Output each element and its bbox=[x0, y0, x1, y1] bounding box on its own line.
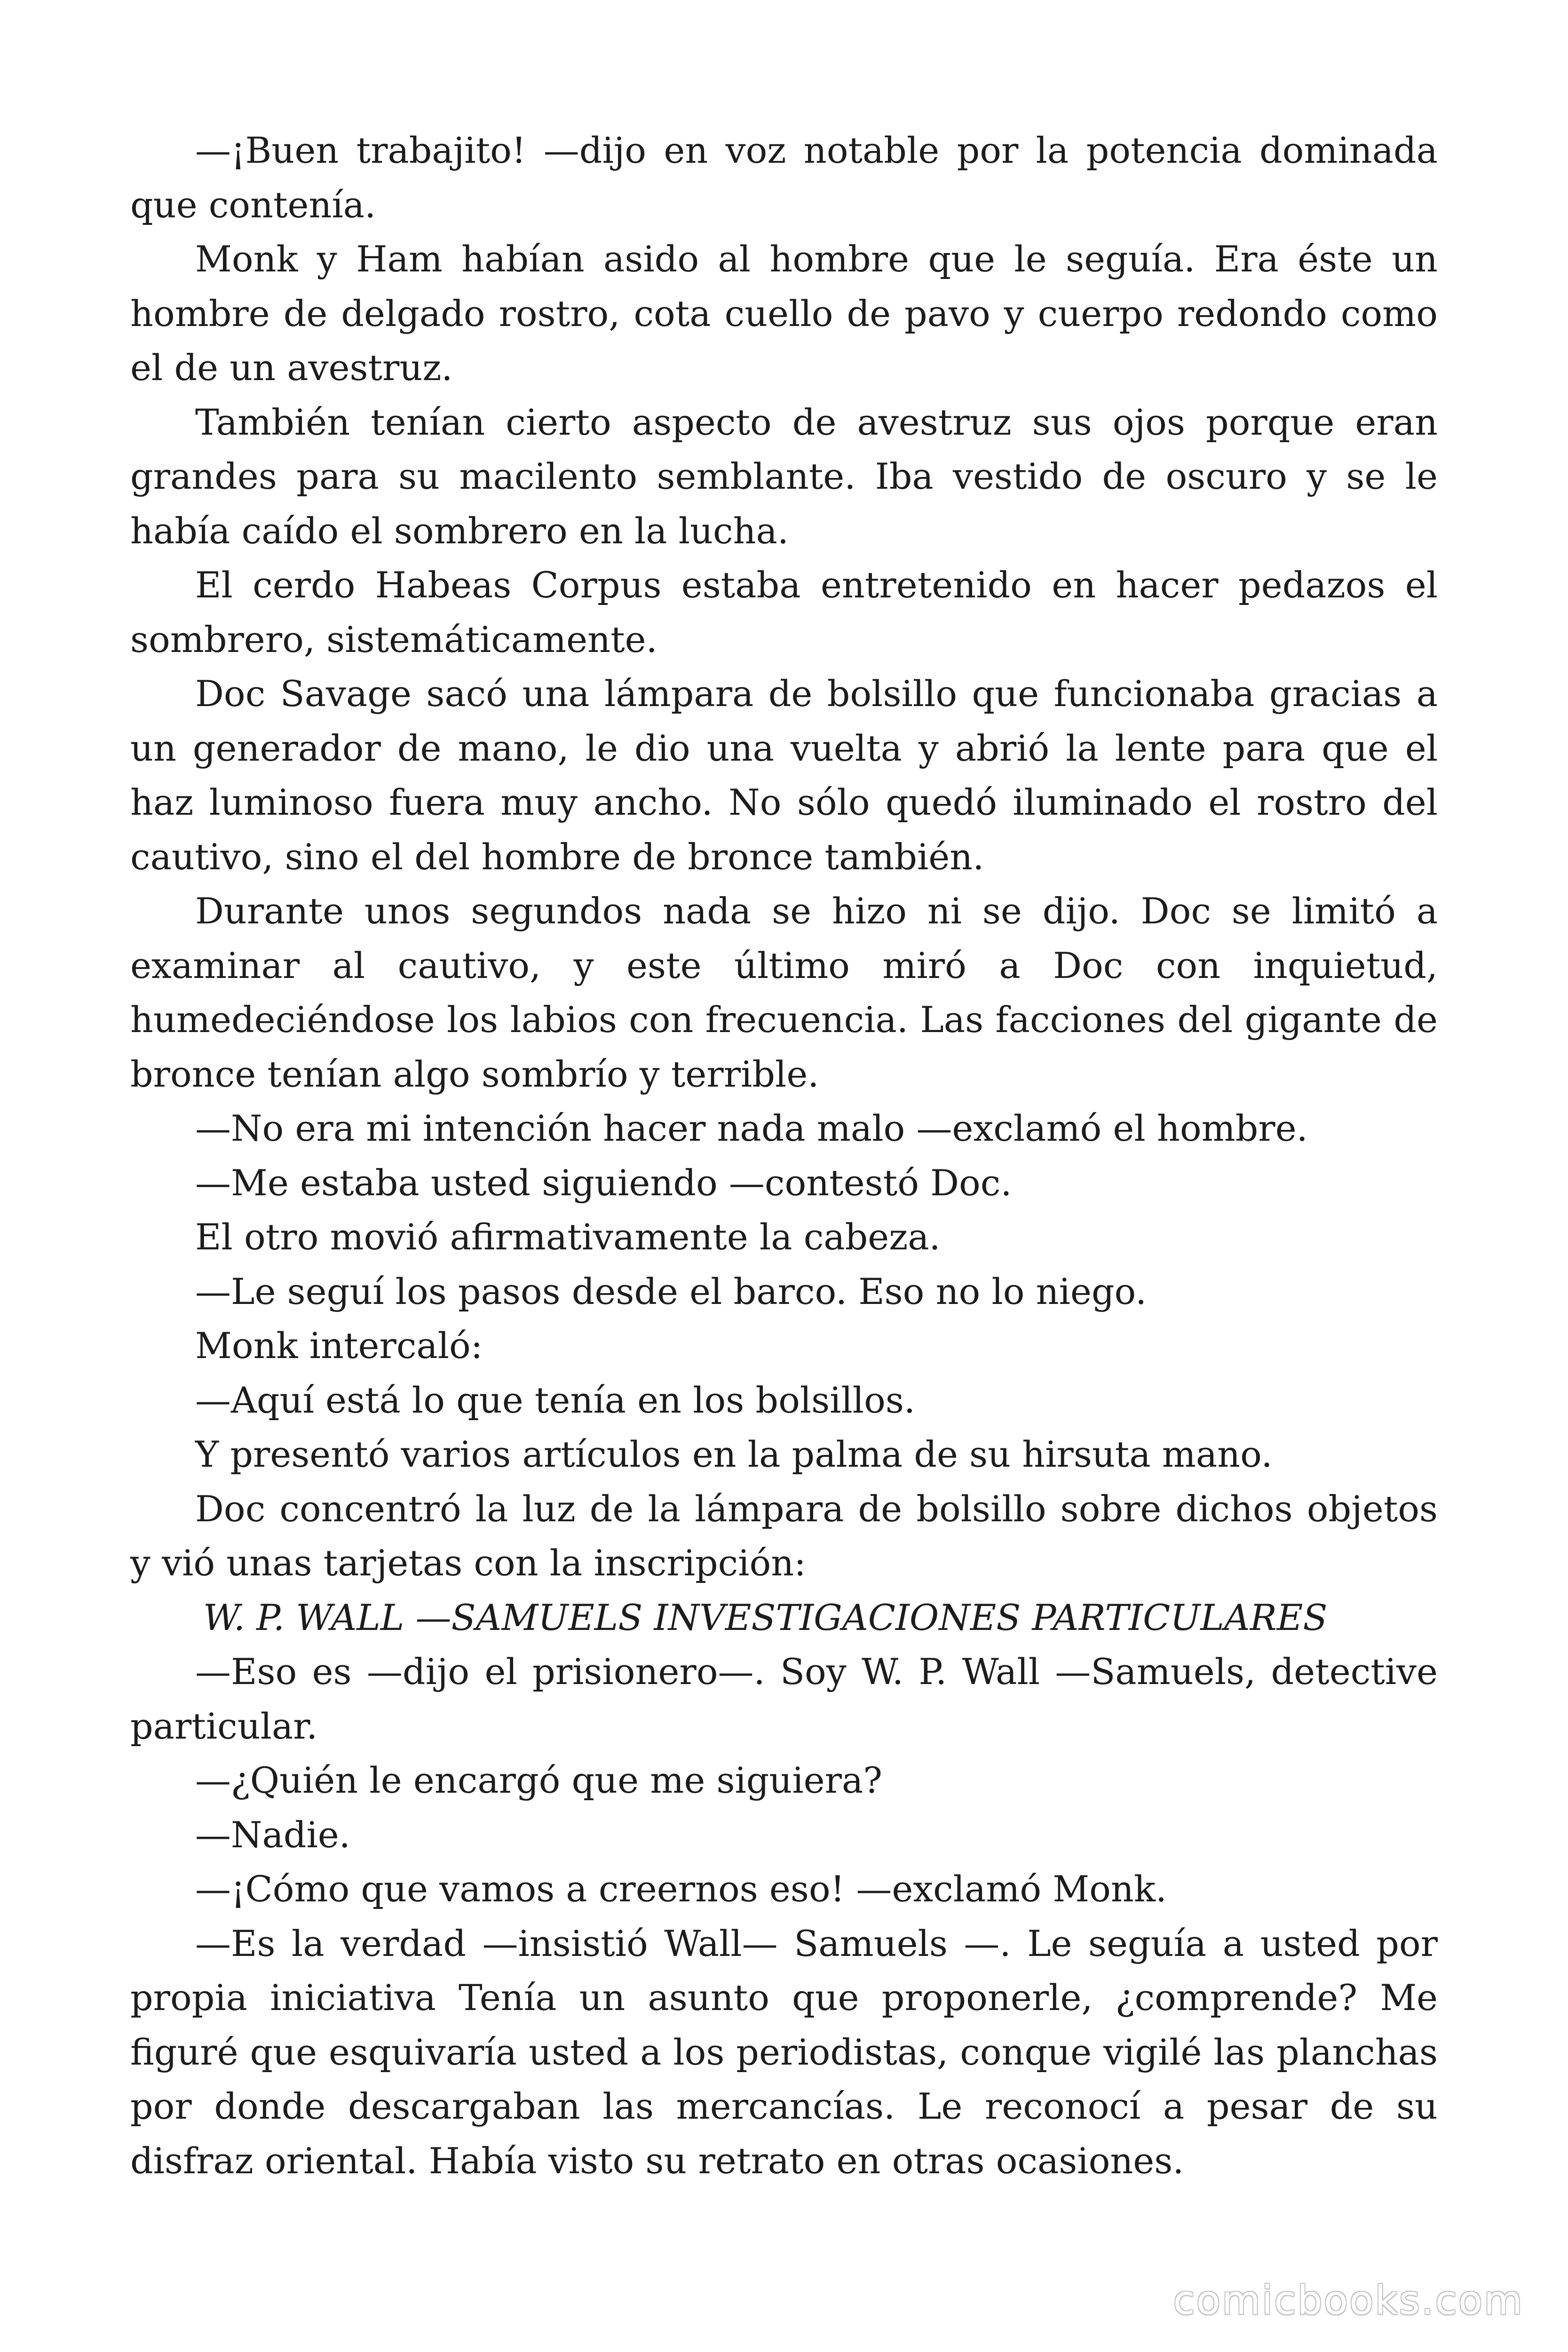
paragraph: Doc concentró la luz de la lámpara de bolsillo sobre dichos objetos y vió unas tarjetas con la inscripción: bbox=[130, 1487, 1438, 1584]
watermark-logo: comicbooks.com bbox=[1173, 2277, 1524, 2323]
paragraph: Monk y Ham habían asido al hombre que le seguía. Era éste un hombre de delgado rostro, cota cuello de pavo y cuerpo redondo como el de un avestruz. bbox=[130, 238, 1438, 389]
book-page-text bbox=[130, 123, 1438, 2188]
dialogue-line: —Nadie. bbox=[195, 1813, 350, 1856]
dialogue-line: —Le seguí los pasos desde el barco. Eso no lo niego. bbox=[195, 1270, 1147, 1312]
card-inscription: W. P. WALL —SAMUELS INVESTIGACIONES PARTICULARES bbox=[203, 1596, 1328, 1638]
dialogue-line: —Eso es —dijo el prisionero—. Soy W. P. Wall —Samuels, detective particular. bbox=[130, 1651, 1438, 1747]
dialogue-line: —¿Quién le encargó que me siguiera? bbox=[195, 1759, 883, 1801]
paragraph: Monk intercaló: bbox=[195, 1325, 483, 1367]
paragraph: —¡Buen trabajito! —dijo en voz notable por la potencia dominada que contenía. bbox=[130, 129, 1438, 226]
dialogue-line: —No era mi intención hacer nada malo —exclamó el hombre. bbox=[195, 1107, 1308, 1149]
paragraph: Durante unos segundos nada se hizo ni se dijo. Doc se limitó a examinar al cautivo, y este último miró a Doc con inquietud, humedeciéndose los labios con frecuencia. Las facciones del gigante de bronce tenían algo sombrío y terrible. bbox=[130, 890, 1438, 1095]
paragraph: El cerdo Habeas Corpus estaba entretenido en hacer pedazos el sombrero, sistemáticamente. bbox=[130, 564, 1438, 660]
paragraph: Doc Savage sacó una lámpara de bolsillo que funcionaba gracias a un generador de mano, le dio una vuelta y abrió la lente para que el haz luminoso fuera muy ancho. No sólo quedó iluminado el rostro del cautivo, sino el del hombre de bronce también. bbox=[130, 673, 1438, 878]
dialogue-line: —Aquí está lo que tenía en los bolsillos. bbox=[195, 1379, 915, 1421]
dialogue-line: —Me estaba usted siguiendo —contestó Doc. bbox=[195, 1161, 1012, 1204]
dialogue-line: —¡Cómo que vamos a creernos eso! —exclamó Monk. bbox=[195, 1868, 1167, 1910]
paragraph: Y presentó varios artículos en la palma de su hirsuta mano. bbox=[195, 1433, 1273, 1475]
paragraph: También tenían cierto aspecto de avestruz sus ojos porque eran grandes para su macilento semblante. Iba vestido de oscuro y se le había caído el sombrero en la lucha. bbox=[130, 401, 1438, 552]
dialogue-line: —Es la verdad —insistió Wall— Samuels —. Le seguía a usted por propia iniciativa Tenía un asunto que proponerle, ¿comprende? Me figuré que esquivaría usted a los periodistas, conque vigilé las planchas por donde descargaban las mercancías. Le reconocí a pesar de su disfraz oriental. Había visto su retrato en otras ocasiones. bbox=[130, 1922, 1438, 2182]
paragraph: El otro movió afirmativamente la cabeza. bbox=[195, 1216, 941, 1258]
